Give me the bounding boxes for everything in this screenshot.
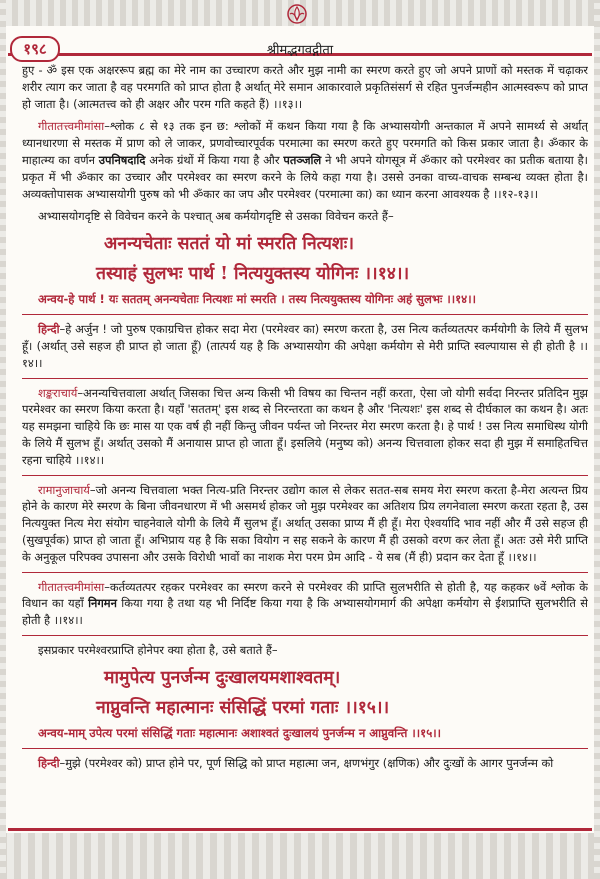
anvaya-verse-14: अन्वय-हे पार्थ ! यः सततम् अनन्यचेताः नित्यशः मां स्मरति । तस्य नित्ययुक्तस्य योगिनः अहं सुलभः ।।१४।। [38, 292, 476, 307]
hindi-label: हिन्दी [38, 755, 60, 770]
left-decorative-border [0, 0, 6, 879]
gita-mimamsa-2-text-2: किया गया है तथा यह भी निर्दिष्ट किया गया है कि अभ्यासयोगमार्ग की अपेक्षा कर्मयोग से ईशप्राप्ति सुलभरीति से होती है ।।१४।। [22, 596, 588, 628]
section-divider [22, 475, 588, 476]
bottom-decorative-border [0, 833, 600, 879]
shankaracharya-text: –अनन्यचित्तवाला अर्थात् जिसका चित्त अन्य किसी भी विषय का चिन्तन नहीं करता, ऐसा जो योगी सर्वदा निरन्तर प्रतिदिन मुझ परमेश्वर का स्मरण किया करता है। यहाँ 'सततम्' इस शब्द से निरन्तरता का कथन है और 'नित्यशः' इस शब्द से दीर्घकाल का कथन है। अतः यह समझना चाहिये कि छः मास या एक वर्ष ही नहीं किन्तु जीवन पर्यन्त जो निरन्तर मेरा स्मरण करता है। हे पार्थ ! उस नित्य समाधिस्थ योगी के लिये मैं सुलभ हूँ। अर्थात् उसको मैं अनायास प्राप्त हो जाता हूँ। इसलिये (मनुष्य को) अनन्य चित्तवाला होकर सदा ही मुझ में समाहितचित्त रहना चाहिये ।।१४।। [22, 385, 588, 467]
gita-mimamsa-text: –श्लोक ८ से १३ तक इन छ: श्लोकों में कथन किया गया है कि अभ्यासयोगी अन्तकाल में अपने सामर्थ्य से अर्थात् ध्यानधारणा से मस्तक में प्राण को ले जाकर, प्रणवोच्चारपूर्वक परमात्मा का स्मरण करते हुए परमगति को किस प्रकार जाता है। ॐकार के माहात्म्य का वर्णन [22, 119, 588, 167]
verse-15-line-1: मामुपेत्य पुनर्जन्म दुःखालयमशाश्वतम्। [104, 667, 341, 688]
paragraph-verse13-explanation: हुए - ॐ इस एक अक्षररूप ब्रह्म का मेरे नाम का उच्चारण करते और मुझ नामी का स्मरण करते हुए जो अपने प्राणों को मस्तक में चढ़ाकर शरीर त्याग कर जाता है वह परमगति को प्राप्त होता है अर्थात् मेरे समान आकारवाले प्रकृतिसंसर्ग से रहित पुनर्जन्महीन आत्मस्वरूप को प्राप्त हो जाता है। (आत्मतत्त्व को ही अक्षर और परम गति कहते हैं) ।।१३।। [22, 63, 588, 111]
page-body [22, 62, 588, 822]
running-title: श्रीमद्भगवद्गीता [266, 43, 334, 58]
hindi-text: –हे अर्जुन ! जो पुरुष एकाग्रचित्त होकर सदा मेरा (परमेश्वर का) स्मरण करता है, उस नित्य कर्तव्यतत्पर कर्मयोगी के लिये मैं सुलभ हूँ। (अर्थात् उसे सहज ही प्राप्त हो जाता हूँ) (तात्पर्य यह है कि अभ्यासयोग की अपेक्षा कर्मयोग से मेरी प्राप्ति स्वल्पायास से ही होती है ।।१४।। [22, 322, 588, 370]
verse-14-line-1: अनन्यचेताः सततं यो मां स्मरति नित्यशः। [104, 234, 354, 255]
page-number-badge: १९८ [10, 36, 60, 62]
gita-mimamsa-text-2: अनेक ग्रंथों में किया गया है और [145, 152, 284, 167]
bold-patanjali: पतञ्जलि [283, 152, 322, 167]
gita-mimamsa-text-3: ने भी अपने योगसूत्र में ॐकार को परमेश्वर का प्रतीक बताया है। प्रकृत में भी ॐकार का उच्चार और परमेश्वर का स्मरण करने के लिये कहा गया है। उससे उनका वाच्य-वाचक सम्बन्ध व्यक्त होता है। अव्यक्तोपासक अभ्यासयोगी पुरुष को भी ॐकार का जप और परमेश्वर (परमात्मा का) का ध्यान करना आवश्यक है ।।१२-१३।। [22, 152, 588, 201]
bold-upanishadadi: उपनिषदादि [98, 152, 146, 167]
paragraph-shankaracharya [22, 385, 588, 469]
shankaracharya-label: शङ्कराचार्य [38, 385, 78, 400]
footer-rule [8, 828, 592, 831]
verse-14-line-2: तस्याहं सुलभः पार्थ ! नित्ययुक्तस्य योगिनः ।।१४।। [96, 264, 410, 285]
paragraph-hindi-15 [22, 755, 588, 772]
section-divider [22, 635, 588, 636]
paragraph-gita-mimamsa-2 [22, 579, 588, 629]
anvaya-verse-15: अन्वय-माम् उपेत्य परमां संसिद्धिं गताः महात्मानः अशाश्वतं दुःखालयं पुनर्जन्म न आप्नुवन्ति ।।१५।। [38, 725, 442, 740]
section-divider [22, 572, 588, 573]
hindi-label: हिन्दी [38, 322, 60, 337]
hindi-text: –मुझे (परमेश्वर को) प्राप्त होने पर, पूर्ण सिद्धि को प्राप्त महात्मा जन, क्षणभंगुर (क्षणिक) और दुःखों के आगर पुनर्जन्म को [59, 755, 554, 770]
paragraph-gita-mimamsa-1 [22, 118, 588, 202]
paragraph-ramanujacharya [22, 482, 588, 566]
verse-15-line-2: नाप्नुवन्ति महात्मानः संसिद्धिं परमां गताः ।।१५।। [96, 697, 390, 718]
gita-mimamsa-label: गीतातत्त्वमीमांसा [38, 119, 105, 134]
gita-mimamsa-2-text: –कर्तव्यतत्पर रहकर परमेश्वर का स्मरण करने से परमेश्वर की प्राप्ति सुलभरीति से होती है, यह कहकर ७वें श्लोक के विधान का यहाँ [22, 579, 588, 611]
paragraph-hindi-14 [22, 321, 588, 371]
paragraph-intro-verse15: इसप्रकार परमेश्वरप्राप्ति होनेपर क्या होता है, उसे बताते हैं– [38, 642, 278, 657]
lotus-emblem-icon [284, 2, 310, 26]
paragraph-intro-verse14: अभ्यासयोगदृष्टि से विवेचन करने के पश्चात् अब कर्मयोगदृष्टि से उसका विवेचन करते हैं– [38, 209, 394, 224]
bold-nigaman: निगमन [88, 596, 117, 611]
gita-mimamsa-2-label: गीतातत्त्वमीमांसा [38, 579, 105, 594]
ramanujacharya-text: –जो अनन्य चित्तवाला भक्त नित्य-प्रति निरन्तर उद्योग काल से लेकर सतत-सब समय मेरा स्मरण करता है-मेरा अत्यन्त प्रिय होने के कारण मेरे स्मरण के बिना जीवनधारण में भी असमर्थ होकर जो मुझ परमेश्वर का अतिशय प्रिय लगनेवाला स्मरण करता रहता है, उस नित्ययुक्त नित्य मेरा संयोग चाहनेवाले योगी के लिये मैं सुलभ हूँ। अर्थात् उसका प्राप्य मैं ही हूँ। मेरा ऐश्वर्यादि भाव नहीं और मैं उसे सहज ही (सुखपूर्वक) प्राप्त हो जाता हूँ। अभिप्राय यह है कि सका वियोग न सह सकने के कारण मैं ही उसको वरण कर लेता हूँ। अतः उसे मेरी प्राप्ति के अनुकूल परिपक्व उपासना और उसके विरोधी भावों का नाशक मेरा परम प्रेम आदि - ये सब (मैं ही) प्रदान कर देता हूँ ।।१४।। [22, 482, 588, 564]
right-decorative-border [594, 0, 600, 879]
ramanujacharya-label: रामानुजाचार्य [38, 482, 90, 497]
section-divider [22, 314, 588, 315]
section-divider [22, 748, 588, 749]
section-divider [22, 378, 588, 379]
